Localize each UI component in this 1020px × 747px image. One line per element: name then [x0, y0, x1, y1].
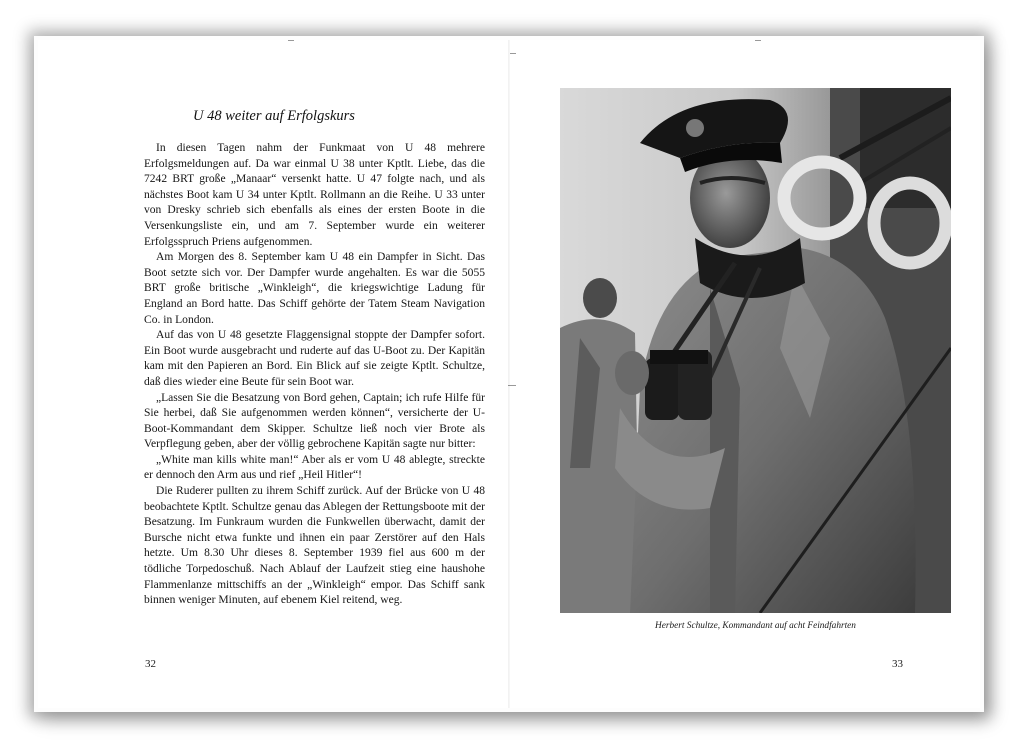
paragraph: „White man kills white man!“ Aber als er vom U 48 ablegte, streckte er dennoch den Arm aus und rief „Heil Hitler“! [144, 453, 485, 482]
body-text [144, 141, 485, 609]
left-page [38, 40, 510, 708]
paragraph: „Lassen Sie die Besatzung von Bord gehen, Captain; ich rufe Hilfe für Sie herbei, daß Sie aufgenommen werden können“, versicherte der U-Boot-Kommandant dem Skipper. Schultze ließ noch vier Brote als Verpflegung geben, aber der völlig gebrochene Kapitän sagte nur bitter: [144, 391, 485, 451]
page-number: 32 [145, 658, 156, 670]
chapter-title: U 48 weiter auf Erfolgskurs [193, 108, 355, 124]
paragraph: Am Morgen des 8. September kam U 48 ein Dampfer in Sicht. Das Boot setzte sich vor. Der Dampfer wurde angehalten. Es war die 5055 BRT große britische „Winkleigh“, die kriegswichtige Ladung für England an Bord hatte. Das Schiff gehörte der Tatem Steam Navigation Co. in London. [144, 251, 485, 326]
crop-mark [288, 40, 294, 41]
right-page [510, 40, 980, 708]
paragraph: In diesen Tagen nahm der Funkmaat von U 48 mehrere Erfolgsmeldungen auf. Da war einmal U 38 unter Kptlt. Liebe, das die 7242 BRT große „Manaar“ versenkt hatte. U 47 folgte nach, und als nächstes Boot kam U 34 unter Kptlt. Rollmann an die Reihe. U 33 unter von Dresky schrieb sich ebenfalls als eines der ersten Boote in die Versenkungsliste ein, und am 7. September wurde ein weiterer Erfolgsspruch Priens aufgenommen. [144, 142, 485, 248]
crop-mark [510, 385, 516, 386]
crop-mark [510, 53, 516, 54]
paragraph: Auf das von U 48 gesetzte Flaggensignal stoppte der Dampfer sofort. Ein Boot wurde ausgebracht und ruderte auf das U-Boot zu. Der Kapitän kam mit den Papieren an Bord. Ein Blick auf sie zeigte Kptlt. Schultze, daß dies wieder eine Beute für sein Boot war. [144, 329, 485, 388]
paragraph: Die Ruderer pullten zu ihrem Schiff zurück. Auf der Brücke von U 48 beobachtete Kptlt. Schultze genau das Ablegen der Rettungsboote mit der Besatzung. Im Funkraum wurden die Funkwellen überwacht, damit der Bursche nicht etwa funkte und ihnen ein paar Zerstörer auf den Hals hetzte. Um 8.30 Uhr dieses 8. September 1939 fiel aus 600 m der tödliche Torpedoschuß. Nach Ablauf der Laufzeit stieg eine haushohe Flammenlanze mittschiffs an der „Winkleigh“ empor. Das Schiff sank binnen weniger Minuten, auf ebenem Kiel reitend, weg. [144, 485, 485, 607]
photo-caption: Herbert Schultze, Kommandant auf acht Feindfahrten [655, 621, 856, 631]
crop-mark [755, 40, 761, 41]
portrait-photo [560, 88, 951, 613]
page-number: 33 [892, 658, 903, 670]
officer-photo-illustration [560, 88, 951, 613]
